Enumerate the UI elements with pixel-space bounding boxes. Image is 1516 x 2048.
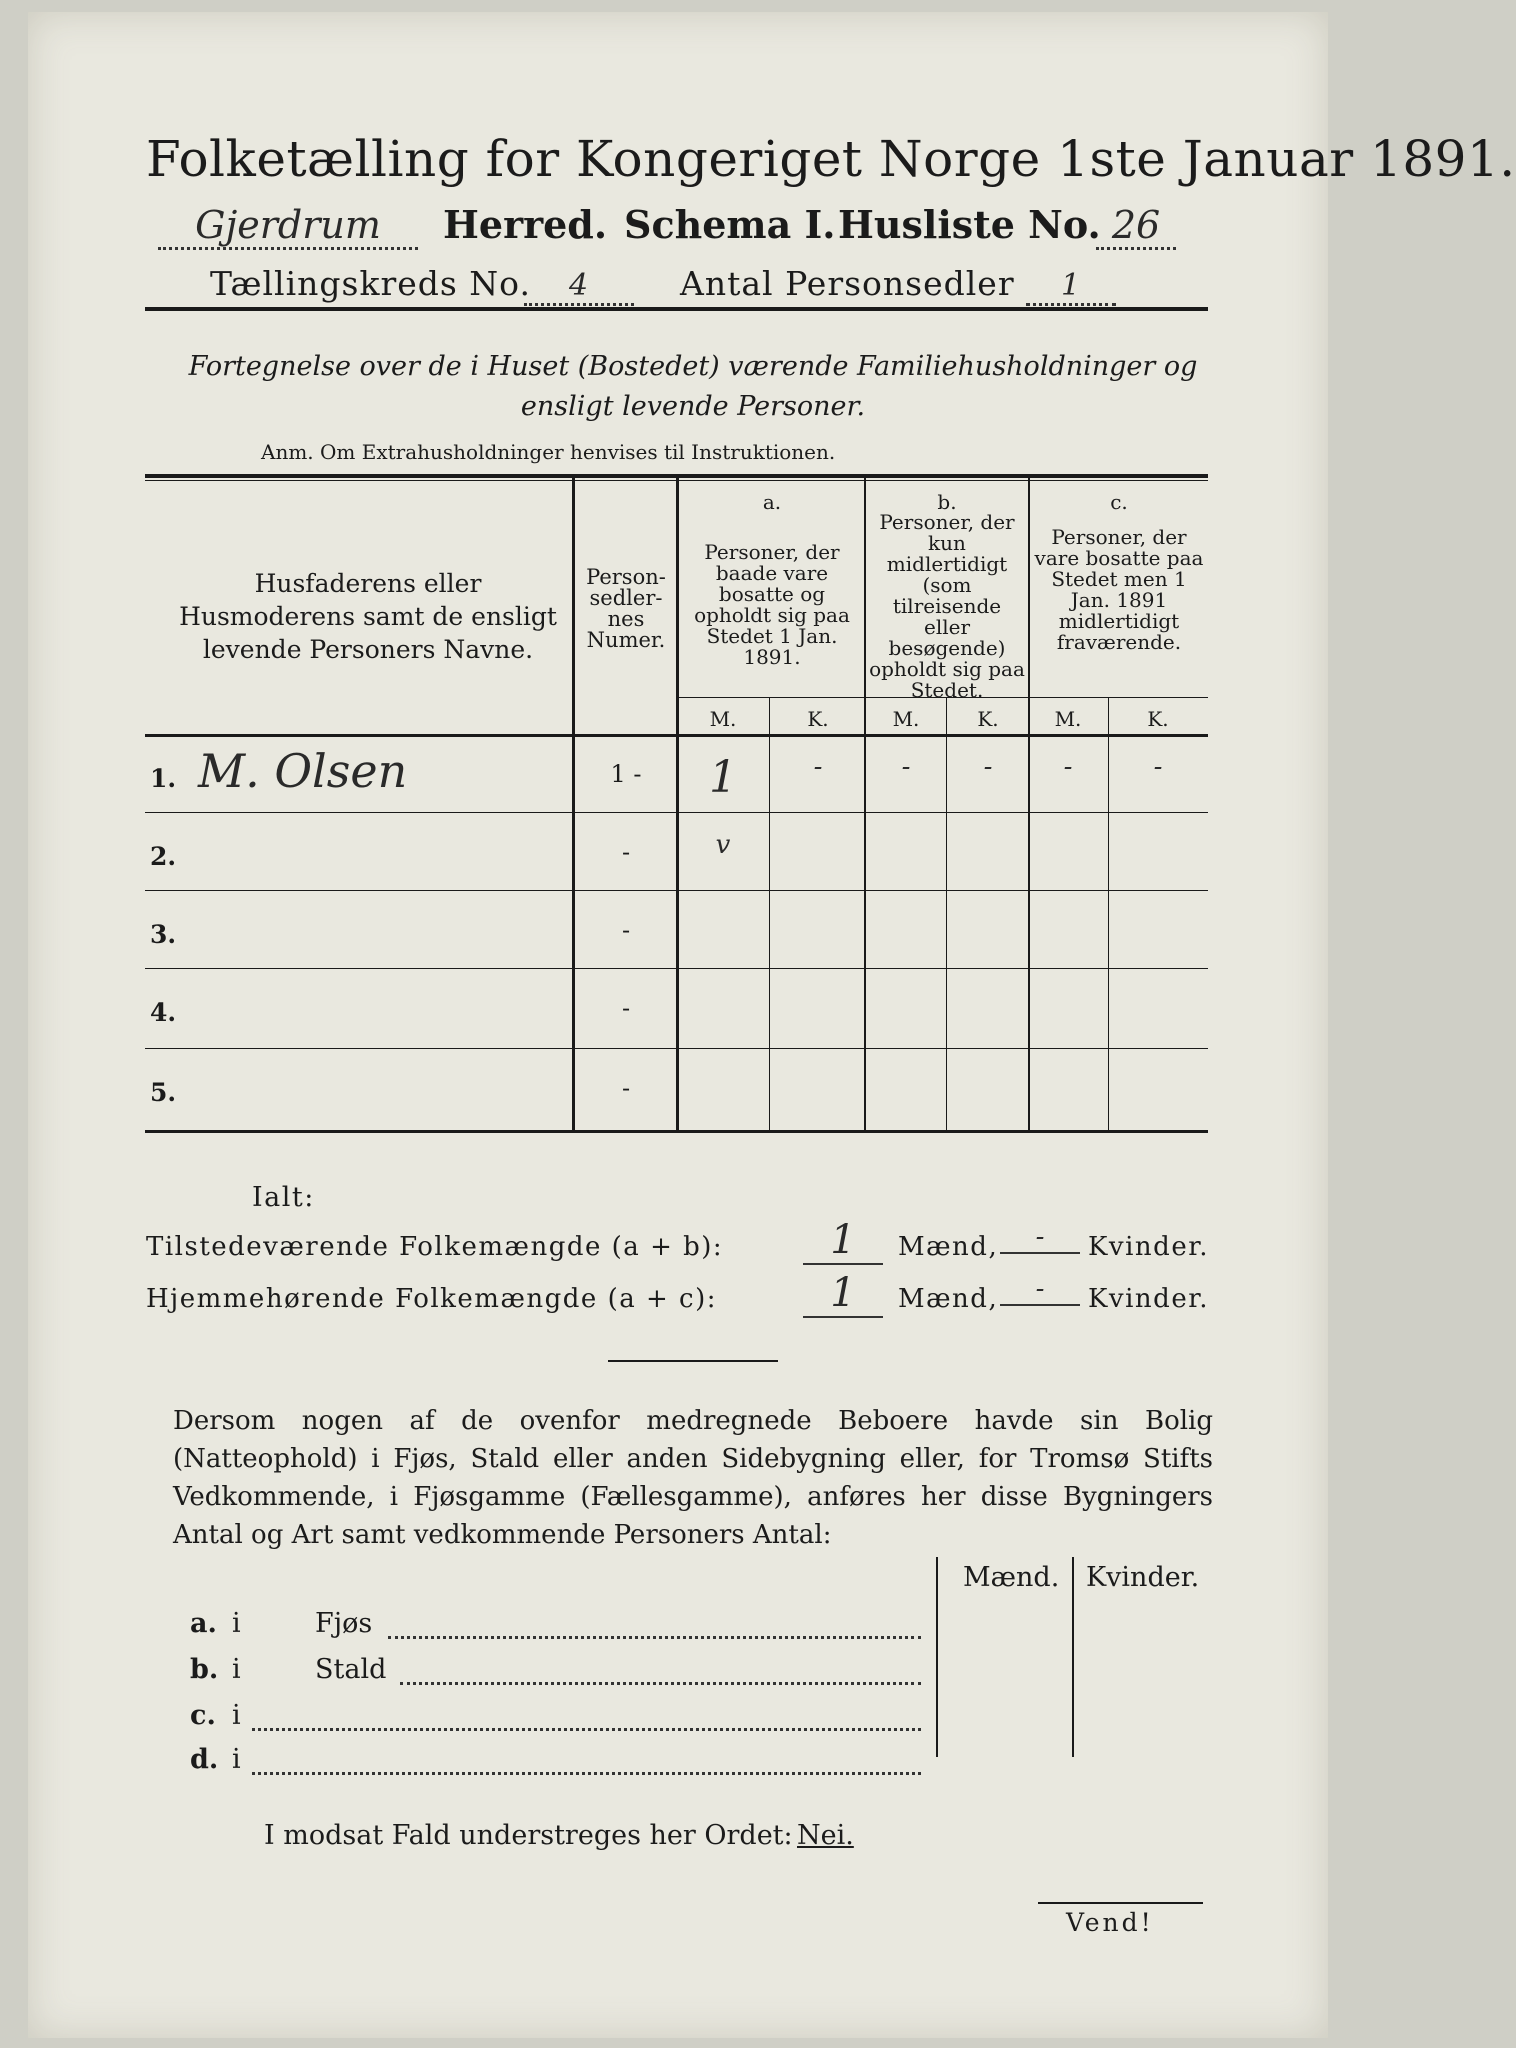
header-rule [145, 307, 1208, 311]
buildings-divider-1 [936, 1557, 938, 1757]
personsedler-value: 1 [1026, 268, 1116, 306]
row-sedler: - [621, 994, 631, 1022]
row-number: 4. [150, 998, 177, 1027]
bygning-paragraph: Dersom nogen af de ovenfor medregnede Beboere havde sin Bolig (Natteophold) i Fjøs, Stald eller anden Sidebygning eller, for Tromsø Stifts Vedkommende, i Fjøsgamme (Fællesgamme), anføres her disse Bygningers Antal og Art samt vedkommende Personers Antal: [173, 1406, 1213, 1550]
row-sedler: 1 - [610, 760, 642, 788]
schema-label: Schema I. [624, 202, 836, 247]
anm-note: Anm. Om Extrahusholdninger henvises til Instruktionen. [261, 440, 836, 464]
separator-rule [608, 1360, 778, 1362]
row-number: 1. [150, 764, 177, 793]
col-c-k: K. [1147, 707, 1169, 731]
building-prep: i [232, 1744, 241, 1775]
tilstede-label: Tilstedeværende Folkemængde (a + b): [146, 1232, 724, 1262]
col-b-letter: b. [937, 490, 957, 514]
herred-value: Gjerdrum [158, 203, 418, 250]
hjemme-maend-value: 1 [803, 1270, 883, 1318]
buildings-kvinder-header: Kvinder. [1086, 1562, 1200, 1593]
tilstede-kvinder-word: Kvinder. [1088, 1232, 1210, 1262]
row-count-cM: - [1063, 752, 1073, 782]
building-letter: a. [190, 1608, 217, 1639]
ialt-label: Ialt: [252, 1182, 315, 1213]
col-c-letter: c. [1110, 490, 1128, 514]
husliste-value: 26 [1096, 203, 1176, 250]
building-prep: i [232, 1608, 241, 1639]
col-b-m: M. [892, 707, 920, 731]
kreds-label: Tællingskreds No. [210, 264, 531, 303]
tilstede-maend-value: 1 [803, 1217, 883, 1265]
hjemme-kvinder-value: - [1000, 1274, 1080, 1306]
col-a-m: M. [709, 707, 737, 731]
building-letter: c. [190, 1700, 216, 1731]
hjemme-maend-word: Mænd, [898, 1284, 999, 1314]
building-dotted-line [388, 1636, 921, 1639]
col-name-header: Husfaderens eller Husmoderens samt de ensligt levende Personers Navne. [179, 569, 557, 664]
building-prep: i [232, 1700, 241, 1731]
building-dotted-line [400, 1682, 921, 1685]
personsedler-label: Antal Personsedler [680, 264, 1015, 303]
col-a-k: K. [807, 707, 829, 731]
row-number: 5. [150, 1078, 177, 1107]
kreds-value: 4 [524, 268, 634, 306]
building-prep: i [232, 1654, 241, 1685]
col-b-header: Personer, der kun midlertidigt (som tilreisende eller besøgende) opholdt sig paa Stedet. [869, 510, 1025, 702]
col-a-header: Personer, der baade vare bosatte og opholdt sig paa Stedet 1 Jan. 1891. [694, 540, 850, 669]
buildings-divider-2 [1072, 1557, 1074, 1757]
form-title: Folketælling for Kongeriget Norge 1ste Januar 1891. [146, 130, 1516, 188]
tilstede-maend-word: Mænd, [898, 1232, 999, 1262]
row-count-bM: - [901, 752, 911, 782]
col-a-letter: a. [762, 490, 782, 514]
row-sedler: - [621, 1074, 631, 1102]
footer-note: I modsat Fald understreges her Ordet: [264, 1820, 793, 1851]
vend-label: Vend! [1066, 1908, 1154, 1937]
row-count-aM: 1 [709, 752, 737, 803]
row-name: M. Olsen [198, 744, 408, 798]
herred-line [158, 202, 418, 250]
row-sedler: - [621, 916, 631, 944]
col-num-header: Person-sedler-nes Numer. [586, 565, 666, 652]
tilstede-kvinder-value: - [1000, 1222, 1080, 1254]
row-count-aM: v [715, 830, 731, 860]
building-letter: d. [190, 1744, 219, 1775]
husliste-label: Husliste No. [838, 202, 1101, 247]
footer-word-nei: Nei. [797, 1820, 854, 1851]
building-dotted-line [252, 1772, 921, 1775]
row-count-cK: - [1153, 752, 1163, 782]
col-c-m: M. [1054, 707, 1082, 731]
row-count-bK: - [983, 752, 993, 782]
building-label: Stald [315, 1654, 387, 1685]
intro-text: Fortegnelse over de i Huset (Bostedet) værende Familiehusholdninger og ensligt levende Personer. [188, 351, 1198, 422]
building-label: Fjøs [315, 1608, 373, 1639]
building-letter: b. [190, 1654, 219, 1685]
row-number: 2. [150, 842, 177, 871]
hjemme-label: Hjemmehørende Folkemængde (a + c): [146, 1284, 717, 1314]
herred-label: Herred. [443, 202, 608, 247]
buildings-maend-header: Mænd. [963, 1562, 1060, 1593]
row-sedler: - [621, 838, 631, 866]
row-count-aK: - [813, 752, 823, 782]
hjemme-kvinder-word: Kvinder. [1088, 1284, 1210, 1314]
col-b-k: K. [977, 707, 999, 731]
building-dotted-line [252, 1728, 921, 1731]
vend-rule [1038, 1902, 1203, 1904]
row-number: 3. [150, 920, 177, 949]
census-form-page [28, 12, 1516, 2038]
col-c-header: Personer, der vare bosatte paa Stedet men 1 Jan. 1891 midlertidigt fraværende. [1034, 525, 1204, 654]
